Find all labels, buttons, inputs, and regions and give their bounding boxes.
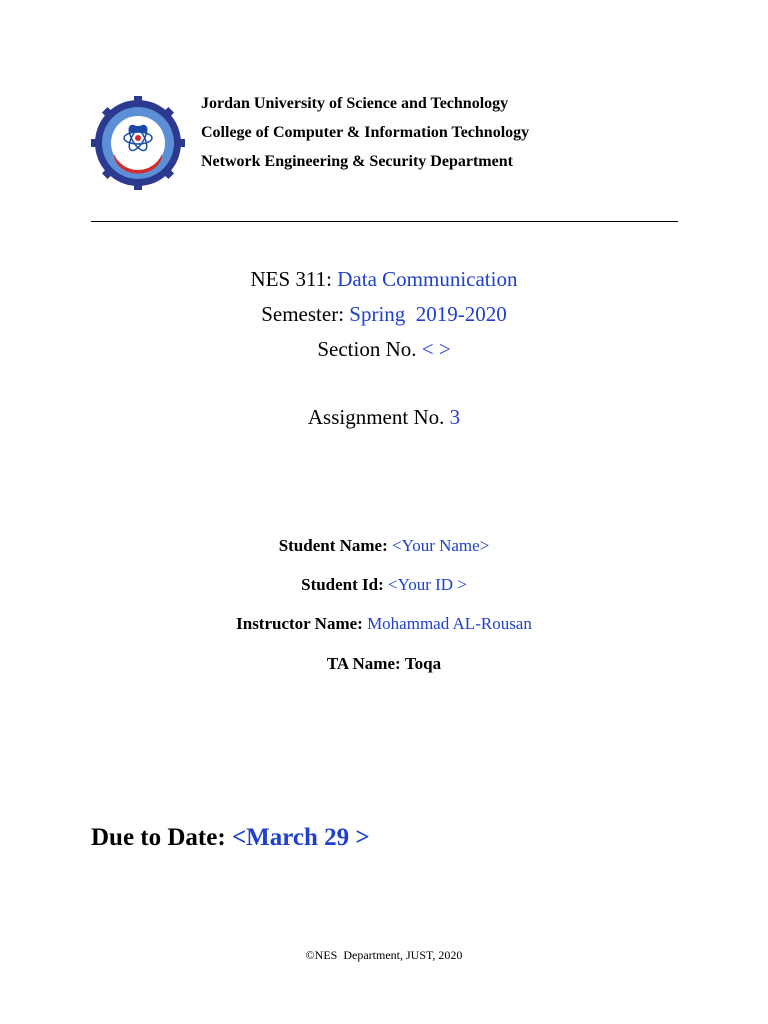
due-date-label: Due to Date: [91,824,226,851]
section-label: Section No. [317,337,417,361]
student-id-line [0,575,768,595]
section-value: < > [421,337,451,361]
university-name: Jordan University of Science and Technology [201,95,509,112]
student-name-line [0,536,768,556]
course-name: Data Communication [337,267,518,291]
header-divider [91,221,678,222]
student-id-label: Student Id: [301,575,384,594]
course-line [0,267,768,292]
ta-value: Toqa [404,654,442,673]
university-seal-icon [91,96,185,190]
assignment-label: Assignment No. [307,405,445,429]
instructor-label: Instructor Name: [236,614,363,633]
student-name-label: Student Name: [278,536,388,555]
student-name-value: <Your Name> [392,536,490,555]
college-name: College of Computer & Information Technology [201,124,530,141]
ta-line [0,654,768,674]
department-name: Network Engineering & Security Department [201,153,513,170]
student-id-value: <Your ID > [388,575,467,594]
due-date-value: <March 29 > [231,824,370,851]
semester-line [0,302,768,327]
course-colon: : [326,267,338,291]
due-date-line [91,824,370,852]
assignment-number: 3 [449,405,461,429]
instructor-value: Mohammad AL-Rousan [367,614,532,633]
ta-label: TA Name: [326,654,401,673]
section-line [0,337,768,362]
semester-label: Semester: [261,302,345,326]
course-code: NES 311 [250,267,327,291]
semester-value: Spring 2019-2020 [349,302,507,326]
footer-copyright: ©NES Department, JUST, 2020 [305,948,463,962]
instructor-line [0,614,768,634]
assignment-line [0,405,768,430]
